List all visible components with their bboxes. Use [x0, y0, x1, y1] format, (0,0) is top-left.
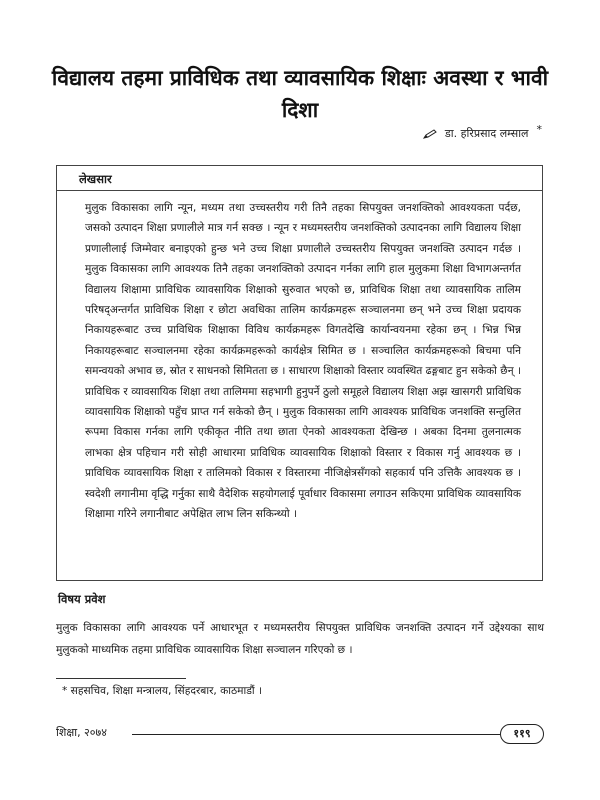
page-number: ११९ [500, 724, 544, 744]
author-footnote-mark: * [536, 123, 542, 136]
pen-icon [423, 129, 437, 139]
abstract-heading: लेखसार [79, 172, 112, 186]
abstract-divider [57, 190, 542, 191]
author-line [423, 123, 542, 141]
section-heading-intro: विषय प्रवेश [58, 592, 106, 606]
intro-paragraph: मुलुक विकासका लागि आवश्यक पर्ने आधारभूत र मध्यमस्तरीय सिपयुक्त प्राविधिक जनशक्ति उत्पादन गर्ने उद्देश्यका साथ मुलुकको माध्यमिक तहमा प्राविधिक व्यावसायिक शिक्षा सञ्चालन गरिएको छ । [56, 622, 544, 656]
abstract-text: मुलुक विकासका लागि न्यून, मध्यम तथा उच्चस्तरीय गरी तिनै तहका सिपयुक्त जनशक्तिको आवश्यकता पर्दछ, जसको उत्पादन शिक्षा प्रणालीले मात्र गर्न सक्छ । न्यून र मध्यमस्तरीय जनशक्तिको उत्पादनका लागि विद्यालय शिक्षा प्रणालीलाई जिम्मेवार बनाइएको हुन्छ भने उच्च शिक्षा प्रणालीले उच्चस्तरीय सिपयुक्त जनशक्ति उत्पादन गर्दछ । मुलुक विकासका लागि आवश्यक तिनै तहका जनशक्तिको उत्पादन गर्नका लागि हाल मुलुकमा शिक्षा विभागअन्तर्गत विद्यालय शिक्षामा प्राविधिक व्यावसायिक शिक्षाको सुरुवात भएको छ, प्राविधिक शिक्षा तथा व्यावसायिक तालिम परिषद्अन्तर्गत प्राविधिक शिक्षा र छोटा अवधिका तालिम कार्यक्रमहरू सञ्चालनमा छन् भने उच्च शिक्षा प्रदायक निकायहरूबाट उच्च प्राविधिक शिक्षाका विविध कार्यक्रमहरू विगतदेखि कार्यान्वयनमा रहेका छन् । भिन्न भिन्न निकायहरूबाट सञ्चालनमा रहेका कार्यक्रमहरूको कार्यक्षेत्र सिमित छ । सञ्चालित कार्यक्रमहरूको बिचमा पनि समन्वयको अभाव छ, स्रोत र साधनको सिमितता छ । साधारण शिक्षाको विस्तार व्यवस्थित ढङ्गबाट हुन सकेको छैन् । प्राविधिक र व्यावसायिक शिक्षा तथा तालिममा सहभागी हुनुपर्ने ठुलो समूहले विद्यालय शिक्षा अझ खासगरी प्राविधिक व्यावसायिक शिक्षाको पहुँच प्राप्त गर्न सकेको छैन् । मुलुक विकासका लागि आवश्यक प्राविधिक जनशक्ति सन्तुलित रूपमा विकास गर्नका लागि एकीकृत नीति तथा छाता ऐनको आवश्यकता देखिन्छ । अबका दिनमा तुलनात्मक लाभका क्षेत्र पहिचान गरी सोही आधारमा प्राविधिक व्यावसायिक शिक्षाको विस्तार र विकास गर्नु आवश्यक छ । प्राविधिक व्यावसायिक शिक्षा र तालिमको विकास र विस्तारमा नीजिक्षेत्रसँगको सहकार्य पनि उत्तिकै आवश्यक छ । स्वदेशी लगानीमा वृद्धि गर्नुका साथै वैदेशिक सहयोगलाई पूर्वाधार विकासमा लगाउन सकिएमा प्राविधिक व्यावसायिक शिक्षामा गरिने लगानीबाट अपेक्षित लाभ लिन सकिन्थ्यो । [85, 202, 521, 521]
footnote: * सहसचिव, शिक्षा मन्त्रालय, सिंहदरबार, काठमाडौं । [62, 685, 263, 697]
article-title: विद्यालय तहमा प्राविधिक तथा व्यावसायिक शिक्षाः अवस्था र भावी दिशा [51, 66, 549, 122]
abstract-box [56, 165, 543, 581]
footer-rule [132, 734, 500, 735]
footer-journal-name: शिक्षा, २०७४ [56, 726, 107, 739]
footnote-divider [56, 678, 186, 679]
author-name: डा. हरिप्रसाद लम्साल [444, 127, 529, 140]
